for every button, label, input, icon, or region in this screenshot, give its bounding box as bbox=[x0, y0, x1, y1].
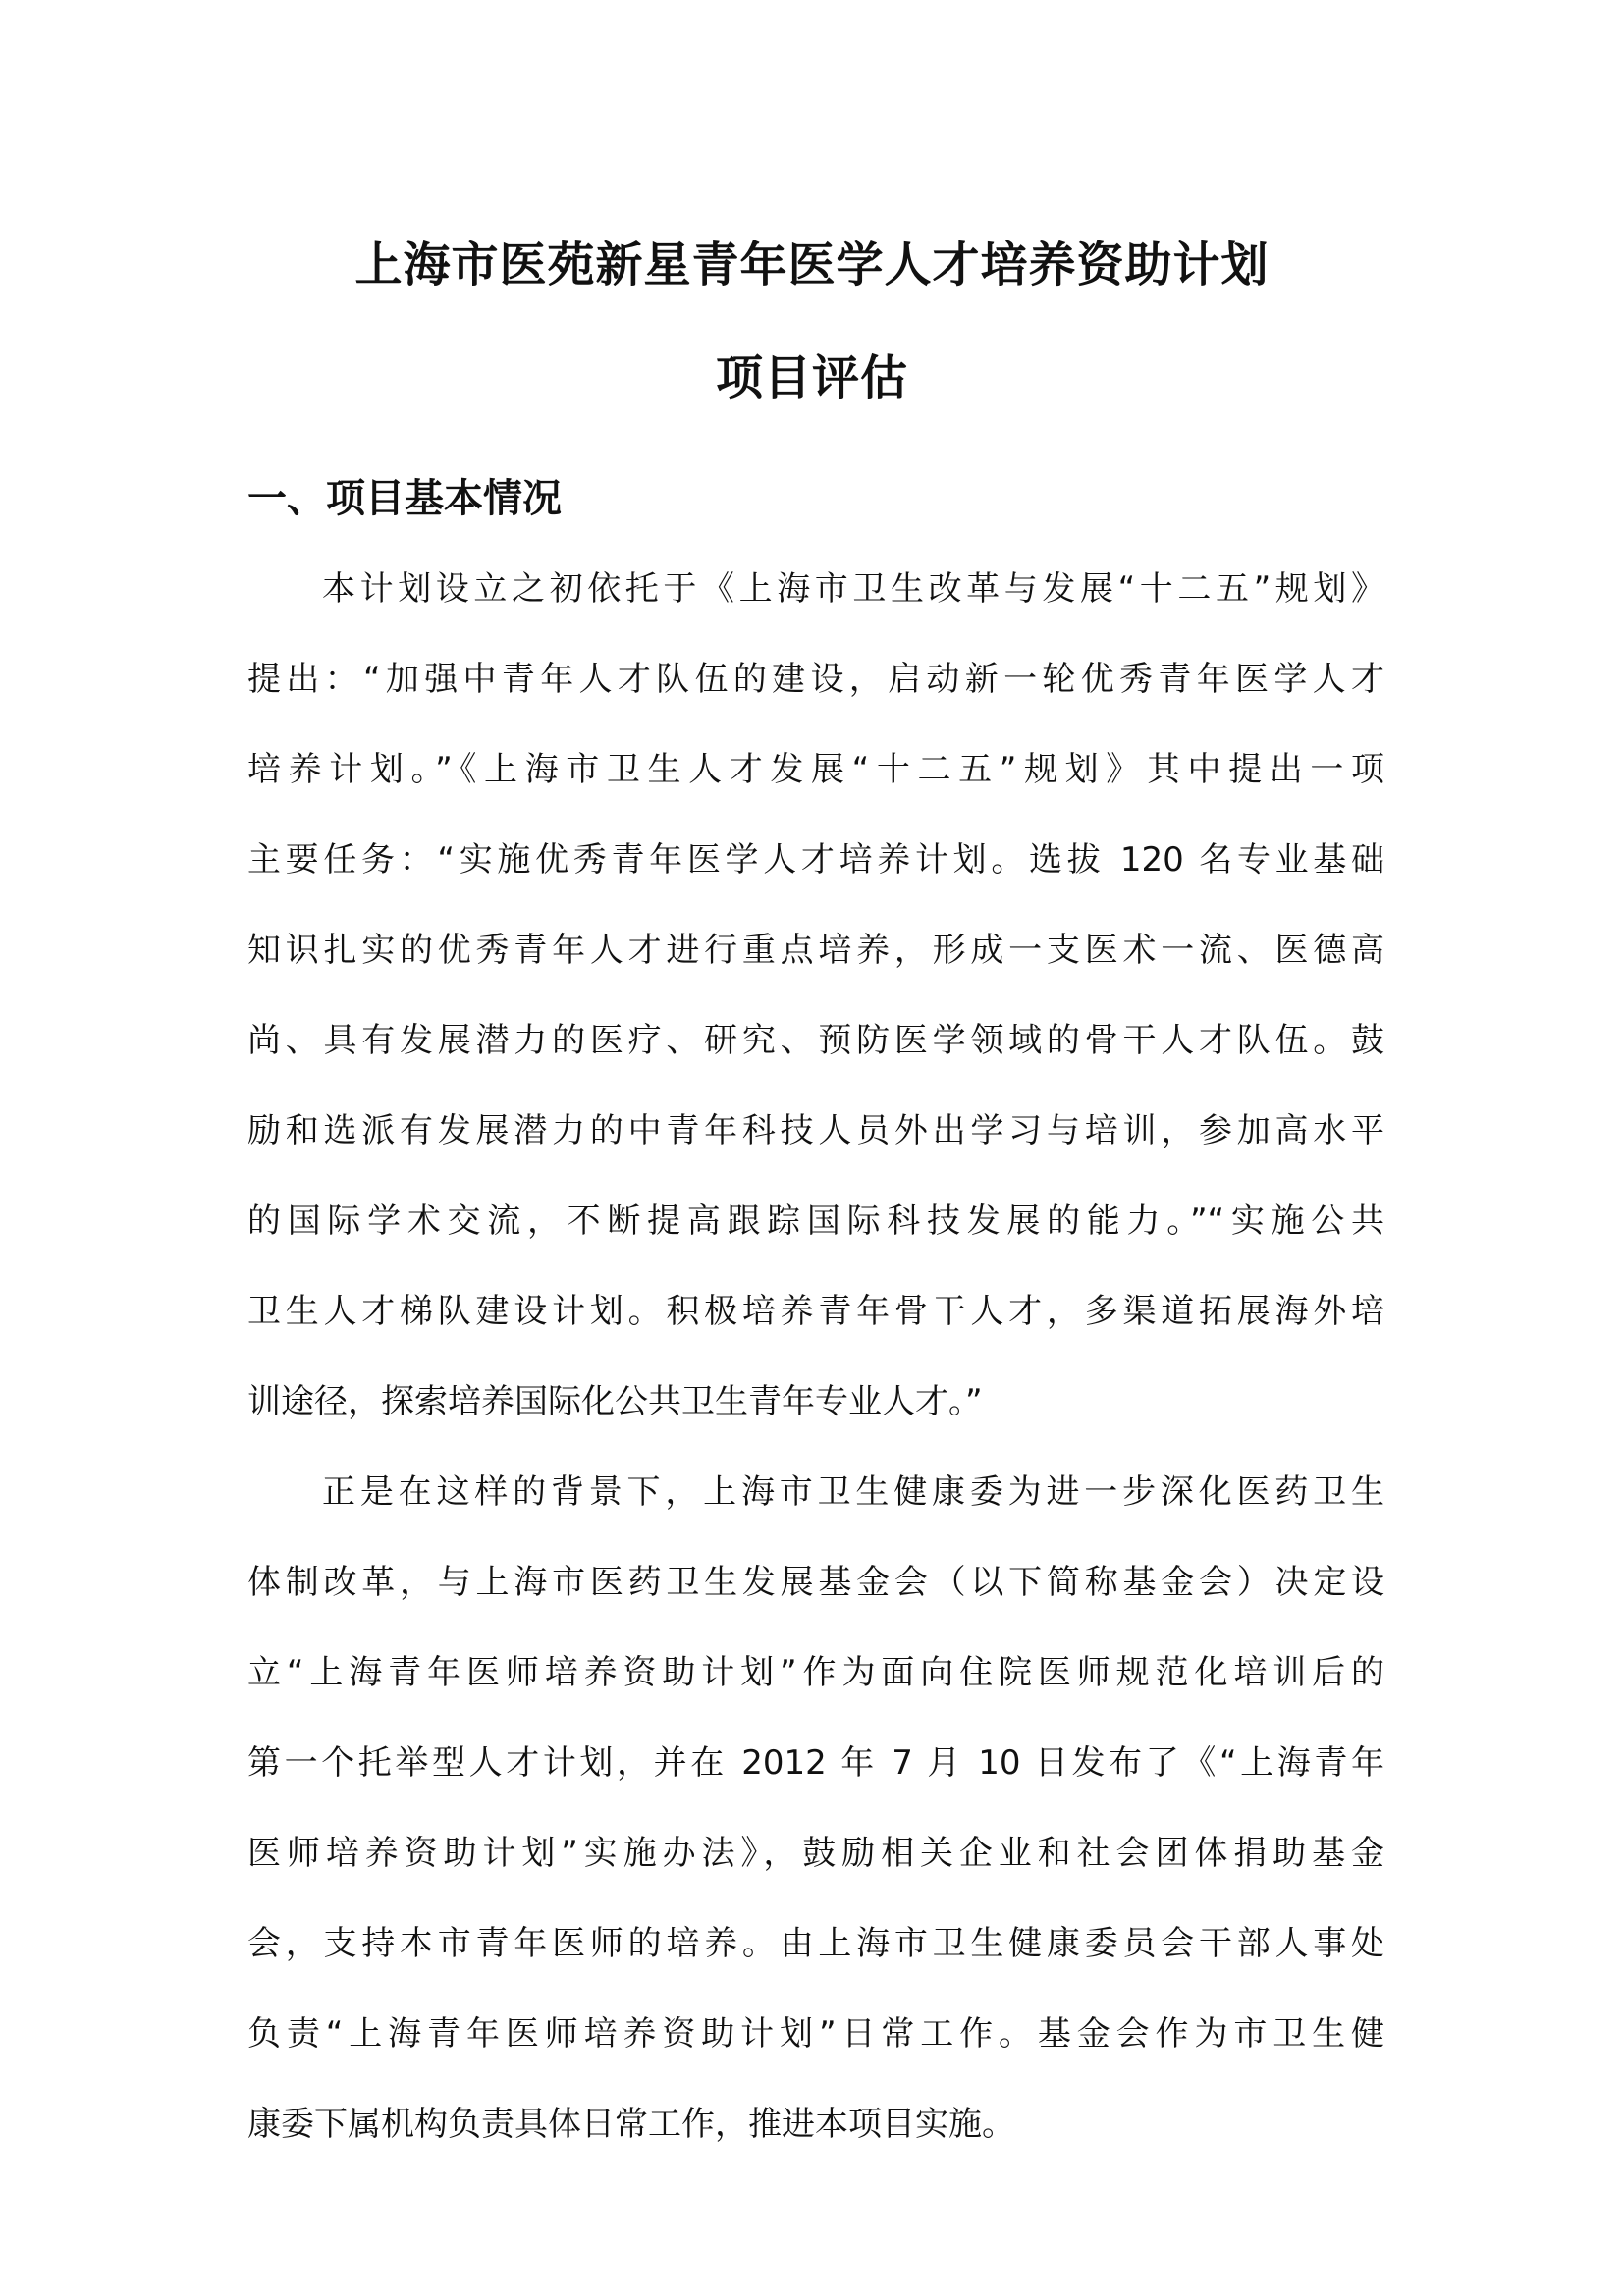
paragraph-line: 第一个托举型人才计划，并在 2012 年 7 月 10 日发布了《“上海青年 bbox=[247, 1743, 1384, 1783]
paragraph-line: 医师培养资助计划”实施办法》，鼓励相关企业和社会团体捐助基金 bbox=[247, 1834, 1384, 1873]
document-subtitle: 项目评估 bbox=[715, 350, 908, 405]
paragraph-line: 康委下属机构负责具体日常工作，推进本项目实施。 bbox=[247, 2105, 1015, 2144]
paragraph-line: 提出：“加强中青年人才队伍的建设，启动新一轮优秀青年医学人才 bbox=[247, 660, 1384, 699]
paragraph-line: 卫生人才梯队建设计划。积极培养青年骨干人才，多渠道拓展海外培 bbox=[247, 1292, 1384, 1331]
paragraph-line: 培养计划。”《上海市卫生人才发展“十二五”规划》其中提出一项 bbox=[247, 750, 1384, 789]
paragraph-line: 会，支持本市青年医师的培养。由上海市卫生健康委员会干部人事处 bbox=[247, 1924, 1384, 1963]
paragraph-line: 尚、具有发展潜力的医疗、研究、预防医学领域的骨干人才队伍。鼓 bbox=[247, 1021, 1384, 1060]
paragraph-line: 本计划设立之初依托于《上海市卫生改革与发展“十二五”规划》 bbox=[322, 569, 1384, 609]
paragraph-line: 励和选派有发展潜力的中青年科技人员外出学习与培训，参加高水平 bbox=[247, 1111, 1384, 1150]
paragraph-line: 体制改革，与上海市医药卫生发展基金会（以下简称基金会）决定设 bbox=[247, 1563, 1384, 1602]
paragraph-line: 知识扎实的优秀青年人才进行重点培养，形成一支医术一流、医德高 bbox=[247, 931, 1384, 970]
paragraph-line: 主要任务：“实施优秀青年医学人才培养计划。选拔 120 名专业基础 bbox=[247, 840, 1384, 880]
paragraph-line: 的国际学术交流，不断提高跟踪国际科技发展的能力。”“实施公共 bbox=[247, 1201, 1384, 1241]
paragraph-line: 正是在这样的背景下，上海市卫生健康委为进一步深化医药卫生 bbox=[322, 1472, 1384, 1512]
paragraph-line: 立“上海青年医师培养资助计划”作为面向住院医师规范化培训后的 bbox=[247, 1653, 1384, 1692]
paragraph-line: 训途径，探索培养国际化公共卫生青年专业人才。” bbox=[247, 1382, 983, 1421]
section-heading: 一、项目基本情况 bbox=[247, 476, 562, 521]
paragraph-line: 负责“上海青年医师培养资助计划”日常工作。基金会作为市卫生健 bbox=[247, 2014, 1384, 2054]
document-title: 上海市医苑新星青年医学人才培养资助计划 bbox=[354, 238, 1270, 293]
